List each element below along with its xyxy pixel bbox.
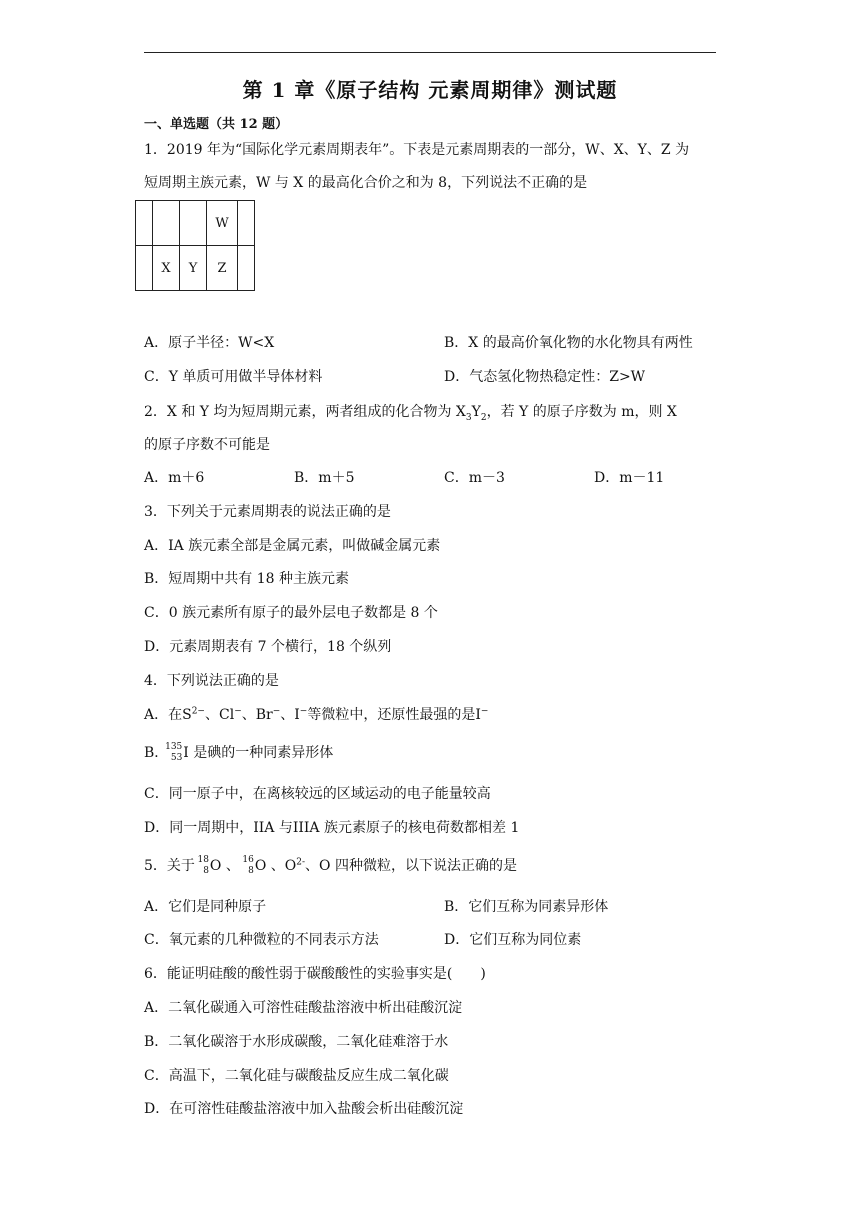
q5-text: 5．关于 [144,858,195,874]
q5-option-b: B．它们互称为同素异形体 [444,899,609,915]
superscript: − [480,706,489,717]
q5-option-a: A．它们是同种原子 [144,899,267,915]
section-heading: 一、单选题（共 12 题） [144,117,289,132]
q4b-text: I 是碘的一种同素异形体 [183,745,334,761]
q1-stem-line1: 1．2019 年为“国际化学元素周期表年”。下表是元素周期表的一部分，W、X、Y、Z 为 [144,142,690,158]
q4-option-a [144,705,488,725]
q5-text: O 、O [254,858,297,874]
q4a-text: A．在S [144,707,192,723]
q4a-text: 、Br [241,707,273,723]
q2-text: 2．X 和 Y 均为短周期元素，两者组成的化合物为 X [144,404,466,420]
q2-stem-line2: 的原子序数不可能是 [144,437,270,453]
table-cell [153,201,180,246]
atomic-number: 53 [170,753,183,763]
table-row [136,246,255,291]
q2-text: Y [471,404,481,420]
q3-stem: 3．下列关于元素周期表的说法正确的是 [144,504,391,520]
mass-number: 135 [165,742,183,752]
q2-option-a: A．m＋6 [144,470,205,486]
header-rule [144,52,716,53]
table-cell: X [153,246,180,291]
superscript: − [299,706,308,717]
table-cell [180,201,207,246]
q4a-text: 、I [280,707,300,723]
subscript: 2 [480,412,487,423]
q2-option-d: D．m－11 [594,470,665,486]
table-cell: W [207,201,238,246]
q2-option-b: B．m＋5 [294,470,355,486]
q1-stem-line2: 短周期主族元素，W 与 X 的最高化合价之和为 8，下列说法不正确的是 [144,175,588,191]
nuclide-notation [195,856,209,876]
q5-text: O 、 [209,858,240,874]
atomic-number: 8 [203,866,209,876]
q1-option-b: B．X 的最高价氧化物的水化物具有两性 [444,335,693,351]
q4-option-c: C．同一原子中，在离核较远的区域运动的电子能量较高 [144,786,491,802]
q4-stem: 4．下列说法正确的是 [144,673,279,689]
q4-option-b [144,743,333,763]
superscript: 2- [296,857,306,868]
q2-option-c: C．m－3 [444,470,505,486]
periodic-table-fragment [135,200,255,291]
q3-option-a: A．IA 族元素全部是金属元素，叫做碱金属元素 [144,538,441,554]
q6-option-d: D．在可溶性硅酸盐溶液中加入盐酸会析出硅酸沉淀 [144,1101,464,1117]
table-cell [238,246,255,291]
superscript: − [272,706,281,717]
q1-option-d: D．气态氢化物热稳定性：Z>W [444,369,646,385]
table-cell [238,201,255,246]
q6-stem: 6．能证明硅酸的酸性弱于碳酸酸性的实验事实是( ) [144,966,486,982]
q1-option-a: A．原子半径：W<X [144,335,275,351]
superscript: − [234,706,242,717]
q5-stem [144,856,517,876]
nuclide-notation [165,742,183,763]
nuclide-notation [240,856,254,876]
q3-option-c: C．0 族元素所有原子的最外层电子数都是 8 个 [144,605,438,621]
q5-option-d: D．它们互称为同位素 [444,932,582,948]
q4-option-d: D．同一周期中，IIA 与IIIA 族元素原子的核电荷数都相差 1 [144,820,520,836]
subscript: 3 [465,412,472,423]
table-cell: Y [180,246,207,291]
table-cell [136,246,153,291]
mass-number: 18 [197,855,209,865]
table-cell [136,201,153,246]
superscript: 2− [191,706,205,717]
q5-option-c: C．氧元素的几种微粒的不同表示方法 [144,932,379,948]
q5-text: 、O 四种微粒，以下说法正确的是 [305,858,517,874]
q4a-text: 等微粒中，还原性最强的是I [307,707,481,723]
q2-stem-line1 [144,402,677,422]
page-title: 第 1 章《原子结构 元素周期律》测试题 [242,78,618,102]
q6-option-c: C．高温下，二氧化硅与碳酸盐反应生成二氧化碳 [144,1068,449,1084]
q1-option-c: C．Y 单质可用做半导体材料 [144,369,323,385]
table-row [136,201,255,246]
q6-option-b: B．二氧化碳溶于水形成碳酸，二氧化硅难溶于水 [144,1034,449,1050]
atomic-number: 8 [248,866,254,876]
q4a-text: 、Cl [204,707,235,723]
q6-option-a: A．二氧化碳通入可溶性硅酸盐溶液中析出硅酸沉淀 [144,1000,463,1016]
mass-number: 16 [242,855,254,865]
q3-option-b: B．短周期中共有 18 种主族元素 [144,571,350,587]
q3-option-d: D．元素周期表有 7 个横行，18 个纵列 [144,639,392,655]
q2-text: ，若 Y 的原子序数为 m，则 X [486,404,677,420]
table-cell: Z [207,246,238,291]
q4b-text: B． [144,745,169,761]
